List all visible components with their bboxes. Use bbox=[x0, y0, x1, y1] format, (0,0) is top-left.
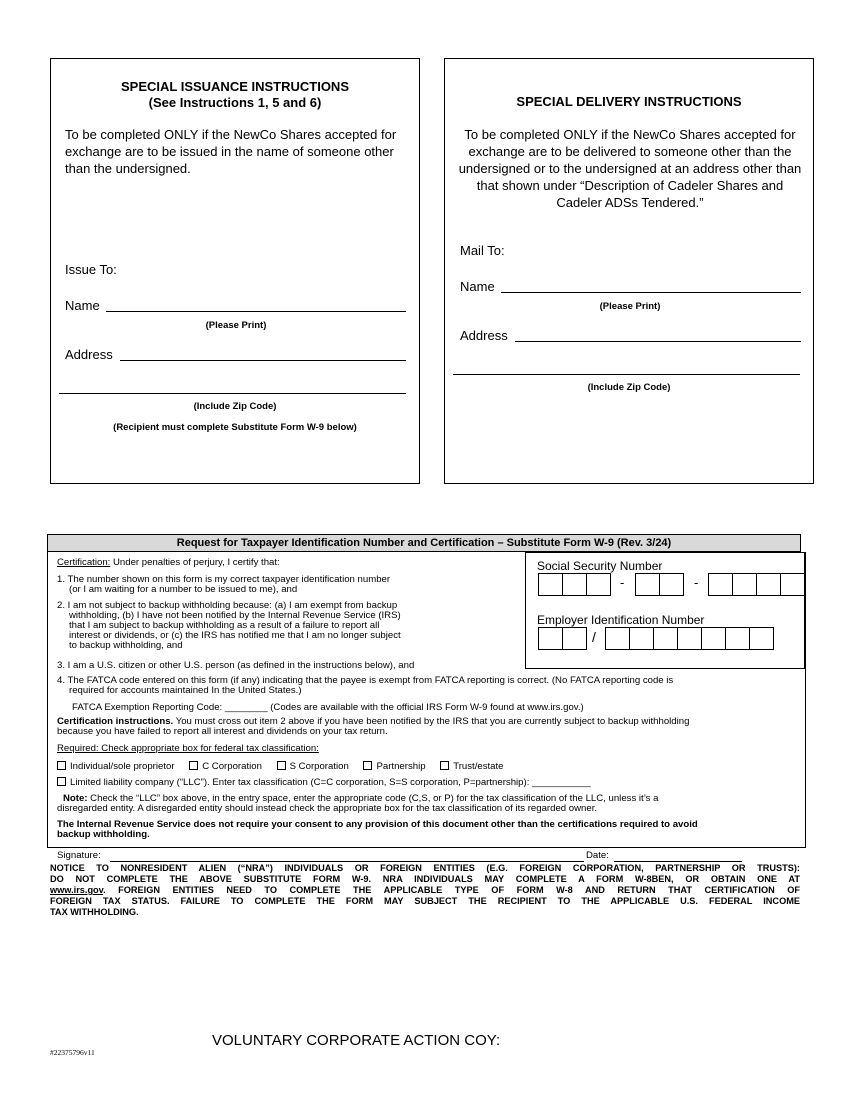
option-llc[interactable] bbox=[57, 777, 591, 789]
ein-digit-4[interactable] bbox=[629, 627, 654, 650]
date-field[interactable] bbox=[614, 861, 742, 862]
w9-left-border bbox=[47, 552, 48, 848]
delivery-address-field[interactable] bbox=[515, 341, 801, 342]
special-issuance-title: SPECIAL ISSUANCE INSTRUCTIONS bbox=[120, 79, 349, 94]
s-corporation-checkbox[interactable] bbox=[277, 761, 286, 770]
certification-intro-text: Under penalties of perjury, I certify that: bbox=[110, 557, 280, 568]
issue-address-label: Address bbox=[65, 347, 113, 362]
llc-checkbox[interactable] bbox=[57, 777, 66, 786]
individual-checkbox[interactable] bbox=[57, 761, 66, 770]
option-individual[interactable] bbox=[57, 761, 175, 772]
ssn-digit-6[interactable] bbox=[708, 573, 733, 596]
ssn-digit-9[interactable] bbox=[780, 573, 805, 596]
ssn-digit-8[interactable] bbox=[756, 573, 781, 596]
partnership-checkbox[interactable] bbox=[363, 761, 372, 770]
special-issuance-body: To be completed ONLY if the NewCo Shares accepted for exchange are to be issued in the name of someone other than the undersigned. bbox=[65, 127, 397, 176]
certification-label: Certification: bbox=[57, 557, 111, 568]
ssn-digit-1[interactable] bbox=[538, 573, 563, 596]
cert-item-2c: that I am subject to backup withholding as a result of a failure to report all bbox=[69, 620, 380, 631]
c-corporation-checkbox[interactable] bbox=[189, 761, 198, 770]
document-id: #22375796v11 bbox=[50, 1048, 95, 1057]
option-s-corporation-label: S Corporation bbox=[289, 761, 349, 772]
option-partnership[interactable] bbox=[363, 761, 425, 772]
issue-please-print: (Please Print) bbox=[205, 320, 267, 331]
cert-item-2b: withholding, (b) I have not been notified by the Internal Revenue Service (IRS) bbox=[69, 610, 401, 621]
issue-name-field[interactable] bbox=[106, 311, 406, 312]
cert-instructions-2: because you have failed to report all interest and dividends on your tax return. bbox=[57, 726, 388, 737]
irs-consent-notice: The Internal Revenue Service does not require your consent to any provision of this document other than the certifications required to avoid bbox=[57, 819, 698, 830]
ssn-digit-7[interactable] bbox=[732, 573, 757, 596]
ein-digit-2[interactable] bbox=[562, 627, 587, 650]
option-llc-label: Limited liability company (“LLC”). Enter tax classification (C=C corporation, S=S corporation, P=partnership): ___________ bbox=[70, 777, 591, 788]
cert-instructions-text: You must cross out item 2 above if you have been notified by the IRS that you are currently subject to backup withholding bbox=[173, 716, 690, 727]
voluntary-corporate-action: VOLUNTARY CORPORATE ACTION COY: bbox=[212, 1032, 501, 1049]
nra-notice-line-4: FOREIGN TAX STATUS. FAILURE TO COMPLETE THE FORM MAY SUBJECT THE RECIPIENT TO THE APPLICABLE U.S. FEDERAL INCOME bbox=[50, 896, 800, 906]
date-label: Date: bbox=[586, 850, 609, 861]
option-trust-estate[interactable] bbox=[440, 761, 503, 772]
option-trust-estate-label: Trust/estate bbox=[453, 761, 504, 772]
llc-note-2: disregarded entity. A disregarded entity should instead check the appropriate box for the tax classification of its regarded owner. bbox=[57, 803, 598, 814]
ssn-label: Social Security Number bbox=[537, 559, 663, 573]
nra-notice-line-5: TAX WITHHOLDING. bbox=[50, 907, 139, 917]
required-classification-label: Required: Check appropriate box for federal tax classification: bbox=[57, 743, 319, 754]
delivery-name-field[interactable] bbox=[501, 292, 801, 293]
delivery-address-field-2[interactable] bbox=[453, 374, 800, 375]
ssn-digit-4[interactable] bbox=[635, 573, 660, 596]
ein-digit-9[interactable] bbox=[749, 627, 774, 650]
w9-bottom-border bbox=[47, 847, 805, 848]
irs-consent-notice-2: backup withholding. bbox=[57, 829, 150, 840]
ein-digit-5[interactable] bbox=[653, 627, 678, 650]
special-delivery-title: SPECIAL DELIVERY INSTRUCTIONS bbox=[516, 94, 742, 109]
issue-address-field-2[interactable] bbox=[59, 393, 406, 394]
special-delivery-body: To be completed ONLY if the NewCo Shares accepted for exchange are to be delivered to someone other than the undersigned or to the undersigned at an address other than that shown under “Description of Cadeler Shares and Cadeler ADSs Tendered.” bbox=[458, 127, 802, 210]
nra-notice-line-3 bbox=[50, 885, 800, 896]
option-c-corporation-label: C Corporation bbox=[202, 761, 262, 772]
issue-to-label: Issue To: bbox=[65, 262, 117, 277]
ssn-digit-2[interactable] bbox=[562, 573, 587, 596]
issue-address-field[interactable] bbox=[120, 360, 406, 361]
irs-link[interactable]: www.irs.gov bbox=[50, 885, 104, 895]
certification-intro bbox=[57, 558, 280, 569]
ein-digit-7[interactable] bbox=[701, 627, 726, 650]
ssn-dash-1: - bbox=[620, 575, 625, 590]
mail-to-label: Mail To: bbox=[460, 243, 505, 258]
nra-notice-line-3-text: . FOREIGN ENTITIES NEED TO COMPLETE THE APPLICABLE TYPE OF FORM W-8 AND RETURN THAT CERTIFICATION OF bbox=[103, 885, 800, 895]
ein-slash: / bbox=[592, 629, 596, 645]
special-delivery-box bbox=[444, 58, 814, 484]
ein-label: Employer Identification Number bbox=[537, 613, 705, 627]
delivery-zip-note: (Include Zip Code) bbox=[587, 382, 671, 393]
llc-note-text: Check the “LLC” box above, in the entry space, enter the appropriate code (C,S, or P) for the tax classification of the LLC, unless it’s a bbox=[87, 793, 659, 804]
delivery-name-label: Name bbox=[460, 279, 495, 294]
llc-note-label: Note: bbox=[63, 793, 88, 804]
nra-notice bbox=[50, 863, 800, 918]
cert-item-4a: 4. The FATCA code entered on this form (if any) indicating that the payee is exempt from FATCA reporting is correct. (No FATCA reporting code is bbox=[57, 675, 674, 686]
ssn-dash-2: - bbox=[694, 575, 699, 590]
signature-field[interactable] bbox=[110, 861, 584, 862]
ein-digit-6[interactable] bbox=[677, 627, 702, 650]
option-c-corporation[interactable] bbox=[189, 761, 262, 772]
cert-item-3: 3. I am a U.S. citizen or other U.S. person (as defined in the instructions below), and bbox=[57, 660, 415, 671]
ssn-digit-5[interactable] bbox=[659, 573, 684, 596]
issue-recipient-note: (Recipient must complete Substitute Form W-9 below) bbox=[113, 422, 357, 433]
cert-item-2e: to backup withholding, and bbox=[69, 640, 183, 651]
cert-item-1b: (or I am waiting for a number to be issued to me), and bbox=[69, 584, 298, 595]
cert-instructions-label: Certification instructions. bbox=[57, 716, 174, 727]
option-partnership-label: Partnership bbox=[376, 761, 426, 772]
tax-classification-options bbox=[57, 761, 516, 773]
nra-notice-line-2: DO NOT COMPLETE THE ABOVE SUBSTITUTE FORM W-9. NRA INDIVIDUALS MAY COMPLETE A FORM W-8BEN, OR OBTAIN ONE AT bbox=[50, 874, 800, 884]
special-issuance-subtitle: (See Instructions 1, 5 and 6) bbox=[148, 95, 322, 110]
ein-digit-8[interactable] bbox=[725, 627, 750, 650]
trust-estate-checkbox[interactable] bbox=[440, 761, 449, 770]
ein-digit-3[interactable] bbox=[605, 627, 630, 650]
cert-item-4b: required for accounts maintained In the United States.) bbox=[69, 685, 302, 696]
delivery-address-label: Address bbox=[460, 328, 508, 343]
w9-right-border bbox=[805, 552, 806, 848]
issue-zip-note: (Include Zip Code) bbox=[193, 401, 277, 412]
option-s-corporation[interactable] bbox=[277, 761, 349, 772]
w9-header-title: Request for Taxpayer Identification Number and Certification – Substitute Form W-9 (Rev. 3/24) bbox=[176, 537, 672, 549]
cert-item-2a: 2. I am not subject to backup withholding because: (a) I am exempt from backup bbox=[57, 600, 398, 611]
nra-notice-line-1: NOTICE TO NONRESIDENT ALIEN (“NRA”) INDIVIDUALS OR FOREIGN ENTITIES (E.G. FOREIGN CORPORATION, PARTNERSHIP OR TRUSTS): bbox=[50, 863, 800, 873]
delivery-please-print: (Please Print) bbox=[599, 301, 661, 312]
signature-label: Signature: bbox=[57, 850, 101, 861]
cert-item-1: 1. The number shown on this form is my correct taxpayer identification number bbox=[57, 574, 391, 585]
ssn-digit-3[interactable] bbox=[586, 573, 611, 596]
option-individual-label: Individual/sole proprietor bbox=[70, 761, 175, 772]
cert-item-2d: interest or dividends, or (c) the IRS has notified me that I am no longer subject bbox=[69, 630, 401, 641]
ein-digit-1[interactable] bbox=[538, 627, 563, 650]
fatca-code-line: FATCA Exemption Reporting Code: ________ (Codes are available with the official IRS Form W-9 found at www.irs.gov.) bbox=[72, 702, 584, 713]
issue-name-label: Name bbox=[65, 298, 100, 313]
